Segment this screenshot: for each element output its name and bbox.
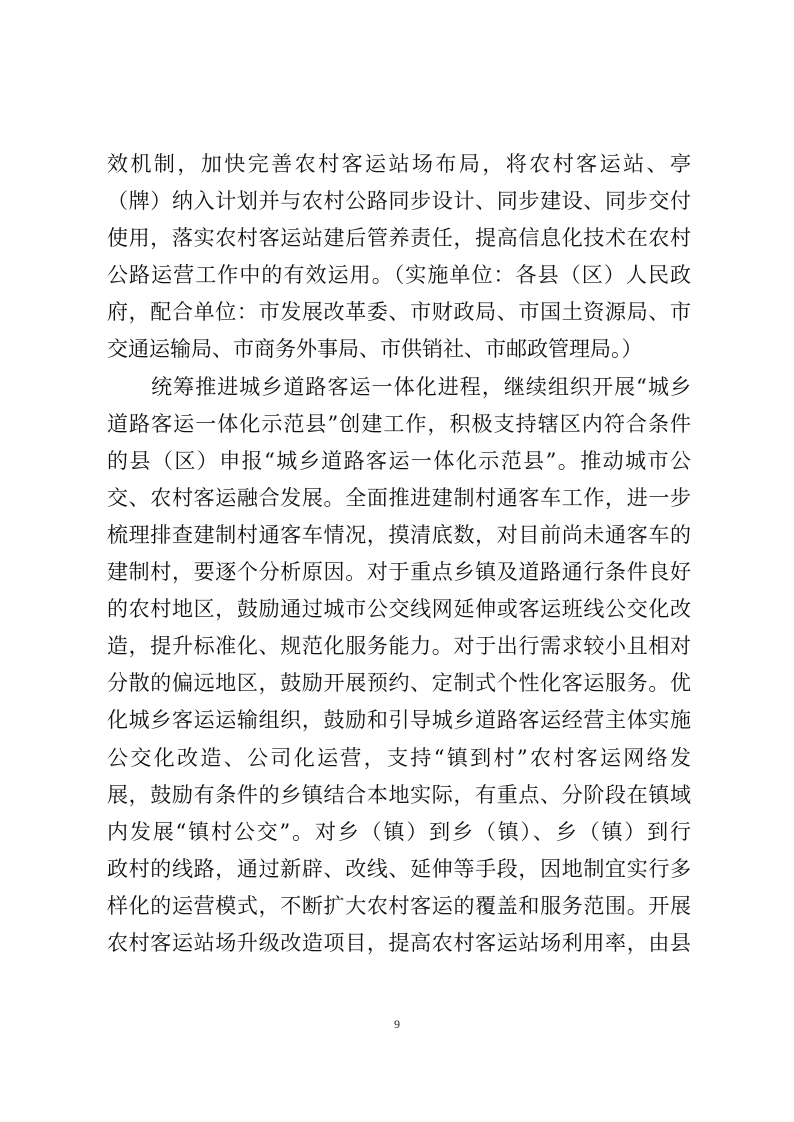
text-line: 公交化改造、公司化运营，支持“镇到村”农村客运网络发 bbox=[107, 745, 691, 770]
body-text bbox=[107, 146, 691, 962]
text-line: 道路客运一体化示范县”创建工作，积极支持辖区内符合条件 bbox=[107, 411, 691, 436]
text-line: 的农村地区，鼓励通过城市公交线网延伸或客运班线公交化改 bbox=[107, 597, 691, 622]
text-line: 统筹推进城乡道路客运一体化进程，继续组织开展“城乡 bbox=[107, 374, 691, 399]
text-line: 府，配合单位：市发展改革委、市财政局、市国土资源局、市 bbox=[107, 300, 691, 325]
paragraph-2 bbox=[107, 369, 691, 963]
text-line: 分散的偏远地区，鼓励开展预约、定制式个性化客运服务。优 bbox=[107, 671, 691, 696]
text-line: 交、农村客运融合发展。全面推进建制村通客车工作，进一步 bbox=[107, 485, 691, 510]
text-line: 样化的运营模式，不断扩大农村客运的覆盖和服务范围。开展 bbox=[107, 893, 691, 918]
text-line: 内发展“镇村公交”。对乡（镇）到乡（镇）、乡（镇）到行 bbox=[107, 819, 691, 844]
text-line: 公路运营工作中的有效运用。（实施单位：各县（区）人民政 bbox=[107, 263, 691, 288]
text-line: 梳理排查建制村通客车情况，摸清底数，对目前尚未通客车的 bbox=[107, 522, 691, 547]
paragraph-1 bbox=[107, 146, 691, 369]
text-line: 化城乡客运运输组织，鼓励和引导城乡道路客运经营主体实施 bbox=[107, 708, 691, 733]
text-line: 使用，落实农村客运站建后管养责任，提高信息化技术在农村 bbox=[107, 226, 691, 251]
text-line: 建制村，要逐个分析原因。对于重点乡镇及道路通行条件良好 bbox=[107, 560, 691, 585]
text-line: 农村客运站场升级改造项目，提高农村客运站场利用率，由县 bbox=[107, 930, 691, 955]
text-line: 政村的线路，通过新辟、改线、延伸等手段，因地制宜实行多 bbox=[107, 856, 691, 881]
page-number: 9 bbox=[394, 1017, 400, 1031]
text-line: （牌）纳入计划并与农村公路同步设计、同步建设、同步交付 bbox=[107, 189, 691, 214]
text-line: 的县（区）申报“城乡道路客运一体化示范县”。推动城市公 bbox=[107, 448, 691, 473]
text-line: 效机制，加快完善农村客运站场布局，将农村客运站、亭 bbox=[107, 152, 691, 176]
text-line: 交通运输局、市商务外事局、市供销社、市邮政管理局。） bbox=[107, 337, 643, 362]
text-line: 造，提升标准化、规范化服务能力。对于出行需求较小且相对 bbox=[107, 634, 691, 659]
text-line: 展，鼓励有条件的乡镇结合本地实际，有重点、分阶段在镇域 bbox=[107, 782, 691, 807]
